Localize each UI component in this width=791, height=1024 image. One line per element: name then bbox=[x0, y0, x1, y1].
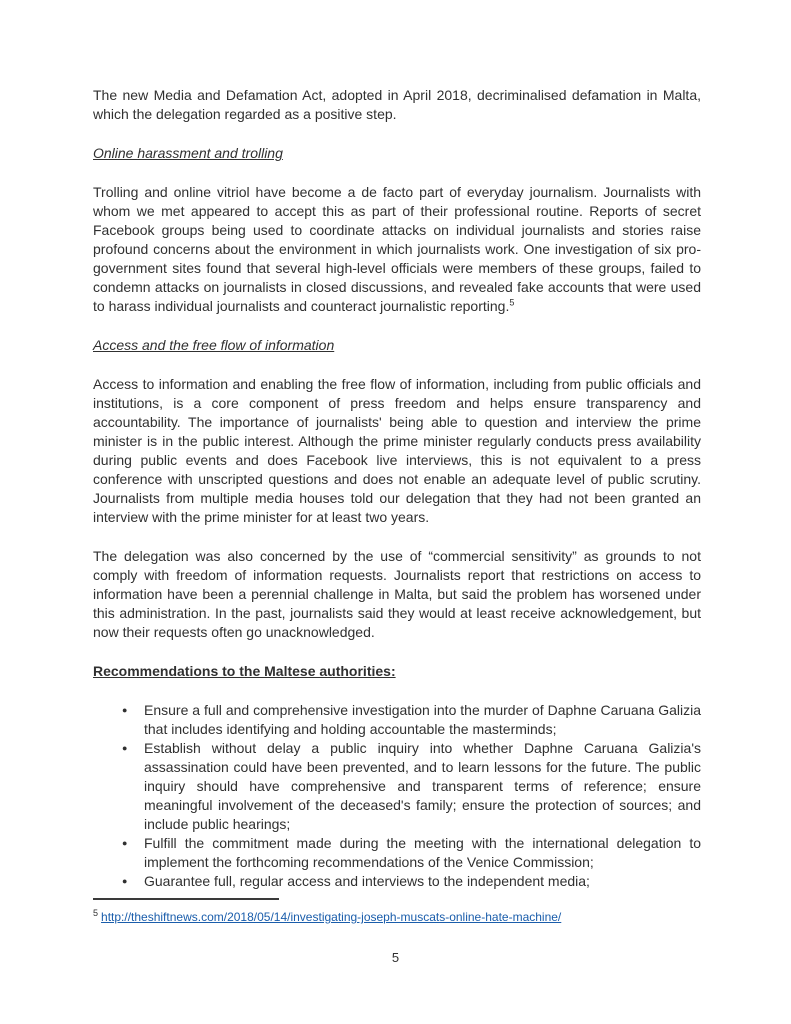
list-item: ● Establish without delay a public inquiry into whether Daphne Caruana Galizia's assassination could have been prevented, and to learn lessons for the future. The public inquiry should have comprehensive and transparent terms of reference; ensure meaningful involvement of the deceased's family; ensure the protection of sources; and include public hearings; bbox=[93, 739, 701, 834]
footnote-reference-marker: 5 bbox=[509, 297, 515, 308]
paragraph-access-to-information: Access to information and enabling the free flow of information, including from public officials and institutions, is a core component of press freedom and helps ensure transparency and accountability. The importance of journalists' being able to question and interview the prime minister is in the public interest. Although the prime minister regularly conducts press availability during public events and does Facebook live interviews, this is not equivalent to a press conference with unscripted questions and does not enable an adequate level of public scrutiny. Journalists from multiple media houses told our delegation that they had not been granted an interview with the prime minister for at least two years. bbox=[93, 376, 701, 525]
list-item: ● Fulfill the commitment made during the meeting with the international delegation to implement the forthcoming recommendations of the Venice Commission; bbox=[93, 834, 701, 872]
section-heading-access-information: Access and the free flow of information bbox=[93, 337, 335, 353]
footnote-separator-rule bbox=[93, 898, 279, 900]
recommendations-list bbox=[93, 701, 701, 891]
footnote-section bbox=[93, 898, 701, 925]
list-item: ● Guarantee full, regular access and interviews to the independent media; bbox=[93, 872, 701, 891]
footnote-link[interactable]: http://theshiftnews.com/2018/05/14/investigating-joseph-muscats-online-hate-machine/ bbox=[101, 910, 562, 924]
page-body bbox=[93, 86, 701, 891]
list-item: ● Ensure a full and comprehensive investigation into the murder of Daphne Caruana Galizia that includes identifying and holding accountable the masterminds; bbox=[93, 701, 701, 739]
paragraph-trolling bbox=[93, 183, 701, 316]
section-heading-recommendations: Recommendations to the Maltese authorities: bbox=[93, 663, 396, 679]
footnote-entry bbox=[93, 905, 701, 925]
paragraph-commercial-sensitivity: The delegation was also concerned by the use of “commercial sensitivity” as grounds to not comply with freedom of information requests. Journalists report that restrictions on access to information have been a perennial challenge in Malta, but said the problem has worsened under this administration. In the past, journalists said they would at least receive acknowledgement, but now their requests often go unacknowledged. bbox=[93, 548, 701, 640]
paragraph-defamation-act: The new Media and Defamation Act, adopted in April 2018, decriminalised defamation in Malta, which the delegation regarded as a positive step. bbox=[93, 87, 701, 122]
page-number: 5 bbox=[391, 950, 400, 965]
footnote-number: 5 bbox=[93, 908, 99, 918]
paragraph-trolling-text: Trolling and online vitriol have become a de facto part of everyday journalism. Journalists with whom we met appeared to accept this as part of their professional routine. Reports of secret Facebook groups being used to coordinate attacks on individual journalists and stories raise profound concerns about the environment in which journalists work. One investigation of six pro-government sites found that several high-level officials were members of these groups, failed to condemn attacks on journalists in closed discussions, and revealed fake accounts that were used to harass individual journalists and counteract journalistic reporting. bbox=[93, 184, 701, 314]
section-heading-online-harassment: Online harassment and trolling bbox=[93, 145, 283, 161]
